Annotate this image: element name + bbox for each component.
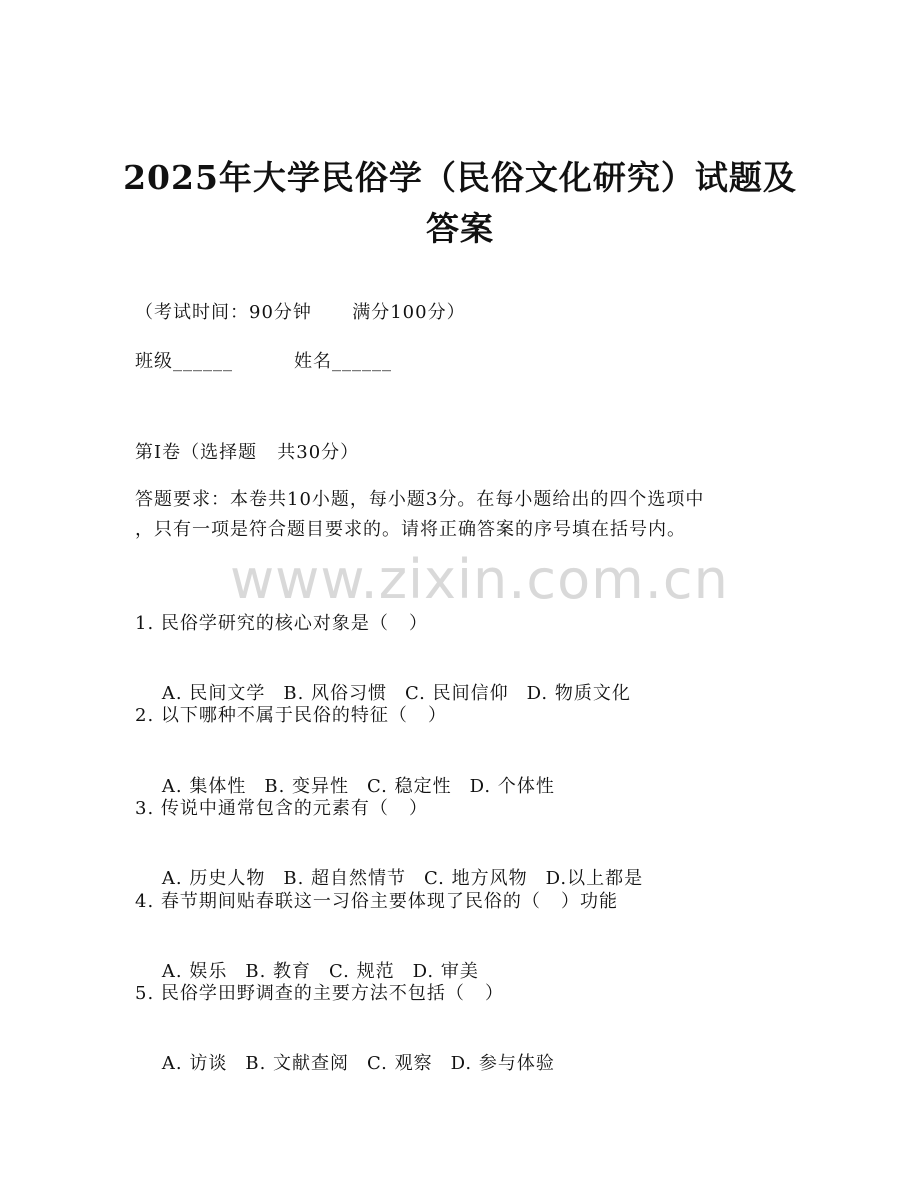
- option-a: A. 访谈: [161, 1053, 228, 1074]
- question-stem: 2. 以下哪种不属于民俗的特征（ ）: [135, 705, 448, 726]
- class-field: 班级______: [135, 351, 233, 372]
- option-b: B. 文献查阅: [245, 1053, 350, 1074]
- option-b: B. 教育: [245, 961, 312, 982]
- exam-info: （考试时间：90分钟 满分100分）: [135, 302, 466, 323]
- question-stem: 5. 民俗学田野调查的主要方法不包括（ ）: [135, 983, 505, 1004]
- option-b: B. 变异性: [264, 776, 350, 797]
- instructions-line1: 答题要求：本卷共10小题，每小题3分。在每小题给出的四个选项中: [135, 489, 705, 510]
- option-a: A. 民间文学: [161, 683, 266, 704]
- option-c: C. 稳定性: [367, 776, 452, 797]
- document-title-line1: 2025年大学民俗学（民俗文化研究）试题及: [123, 158, 797, 197]
- option-a: A. 历史人物: [161, 868, 266, 889]
- document-title-line2: 答案: [426, 209, 494, 248]
- watermark: www.zixin.com.cn: [230, 548, 729, 611]
- option-d: D. 参与体验: [450, 1053, 555, 1074]
- option-d: D. 个体性: [469, 776, 555, 797]
- option-b: B. 风俗习惯: [283, 683, 388, 704]
- option-d: D. 审美: [412, 961, 479, 982]
- option-d: D.以上都是: [545, 868, 644, 889]
- option-c: C. 地方风物: [424, 868, 528, 889]
- option-a: A. 娱乐: [161, 961, 228, 982]
- option-b: B. 超自然情节: [283, 868, 407, 889]
- option-d: D. 物质文化: [526, 683, 631, 704]
- option-a: A. 集体性: [161, 776, 247, 797]
- option-c: C. 民间信仰: [405, 683, 509, 704]
- question-stem: 3. 传说中通常包含的元素有（ ）: [135, 798, 429, 819]
- section-title: 第I卷（选择题 共30分）: [135, 442, 360, 463]
- name-field: 姓名______: [294, 351, 392, 372]
- option-c: C. 观察: [367, 1053, 433, 1074]
- question-stem: 4. 春节期间贴春联这一习俗主要体现了民俗的（ ）功能: [135, 891, 619, 912]
- instructions-line2: ，只有一项是符合题目要求的。请将正确答案的序号填在括号内。: [135, 519, 686, 540]
- question-stem: 1. 民俗学研究的核心对象是（ ）: [135, 613, 429, 634]
- option-c: C. 规范: [329, 961, 395, 982]
- question-options: [135, 1028, 573, 1100]
